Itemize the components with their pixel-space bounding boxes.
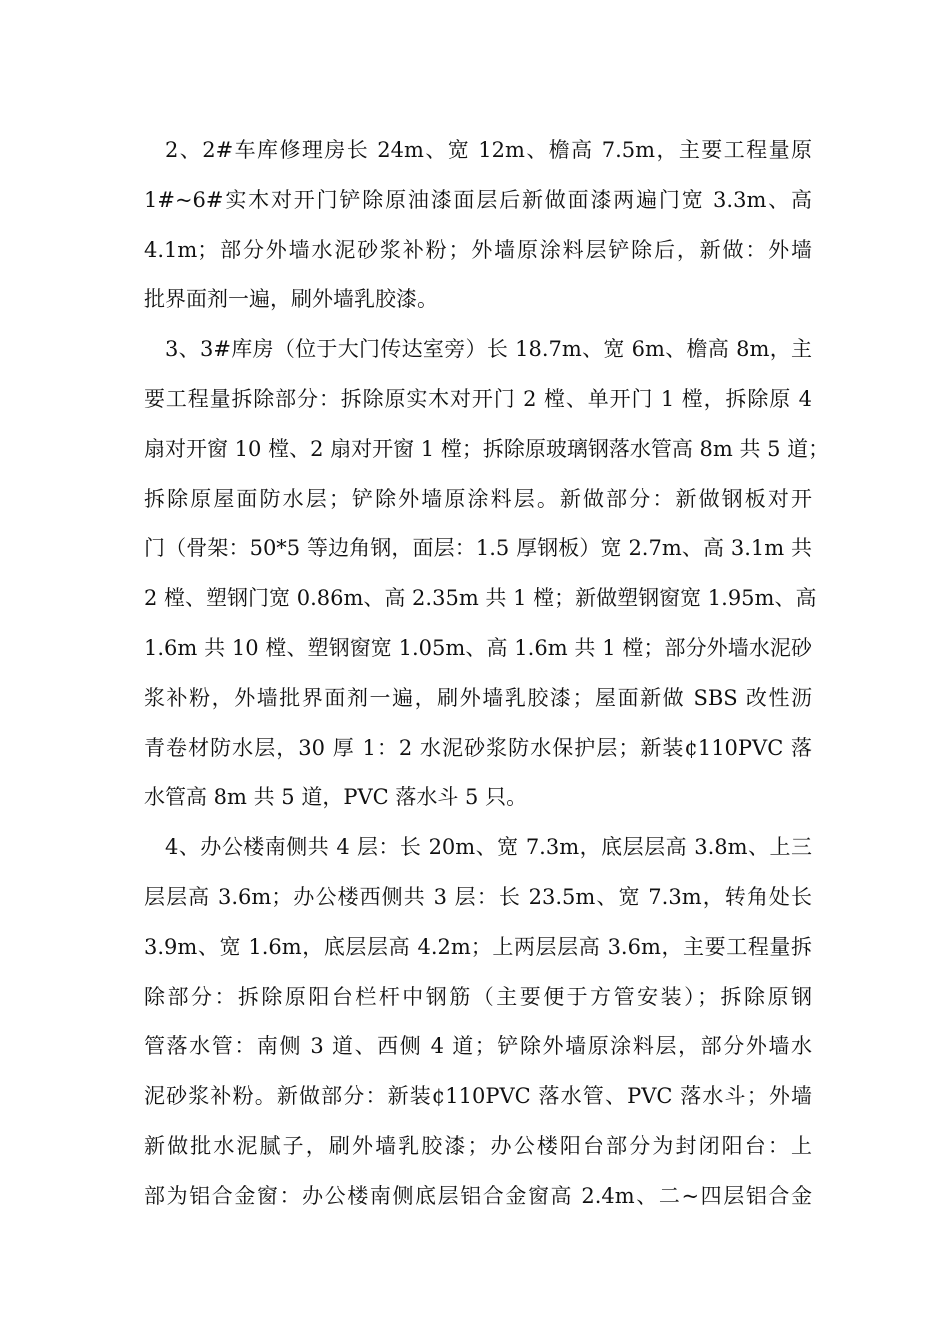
text-line: 水管高 8m 共 5 道，PVC 落水斗 5 只。 [144,785,528,810]
text-line: 2、2#车库修理房长 24m、宽 12m、檐高 7.5m，主要工程量原 [165,138,812,162]
text-line: 泥砂浆补粉。新做部分：新装¢110PVC 落水管、PVC 落水斗；外墙 [144,1084,812,1109]
text-line: 1#~6#实木对开门铲除原油漆面层后新做面漆两遍门宽 3.3m、高 [144,187,812,212]
text-line: 新做批水泥腻子，刷外墙乳胶漆；办公楼阳台部分为封闭阳台：上 [144,1133,812,1158]
text-line: 青卷材防水层，30 厚 1：2 水泥砂浆防水保护层；新装¢110PVC 落 [144,735,812,760]
paragraph-item-3 [144,325,830,823]
text-line: 4.1m；部分外墙水泥砂浆补粉；外墙原涂料层铲除后，新做：外墙 [144,237,812,262]
text-line: 4、办公楼南侧共 4 层：长 20m、宽 7.3m，底层层高 3.8m、上三 [165,835,812,860]
text-line: 批界面剂一遍，刷外墙乳胶漆。 [144,287,438,312]
document-body [144,126,830,1222]
text-line: 管落水管：南侧 3 道、西侧 4 道；铲除外墙原涂料层，部分外墙水 [144,1034,812,1059]
text-line: 1.6m 共 10 樘、塑钢窗宽 1.05m、高 1.6m 共 1 樘；部分外墙水泥砂 [144,635,812,660]
text-line: 要工程量拆除部分：拆除原实木对开门 2 樘、单开门 1 樘，拆除原 4 [144,386,812,411]
text-line: 扇对开窗 10 樘、2 扇对开窗 1 樘；拆除原玻璃钢落水管高 8m 共 5 道； [144,436,830,461]
text-line: 3、3#库房（位于大门传达室旁）长 18.7m、宽 6m、檐高 8m，主 [165,337,812,362]
paragraph-item-2 [144,126,812,325]
text-line: 门（骨架：50*5 等边角钢，面层：1.5 厚钢板）宽 2.7m、高 3.1m 共 [144,536,812,561]
text-line: 除部分：拆除原阳台栏杆中钢筋（主要便于方管安装）；拆除原钢 [144,984,812,1009]
text-line: 浆补粉，外墙批界面剂一遍，刷外墙乳胶漆；屋面新做 SBS 改性沥 [144,685,812,710]
text-line: 3.9m、宽 1.6m，底层层高 4.2m；上两层层高 3.6m，主要工程量拆 [144,934,812,959]
text-line: 2 樘、塑钢门宽 0.86m、高 2.35m 共 1 樘；新做塑钢窗宽 1.95m、高 [144,586,817,611]
text-line: 拆除原屋面防水层；铲除外墙原涂料层。新做部分：新做钢板对开 [144,486,812,511]
text-line: 层层高 3.6m；办公楼西侧共 3 层：长 23.5m、宽 7.3m，转角处长 [144,884,812,909]
paragraph-item-4 [144,823,812,1221]
text-line: 部为铝合金窗：办公楼南侧底层铝合金窗高 2.4m、二~四层铝合金 [144,1183,812,1208]
